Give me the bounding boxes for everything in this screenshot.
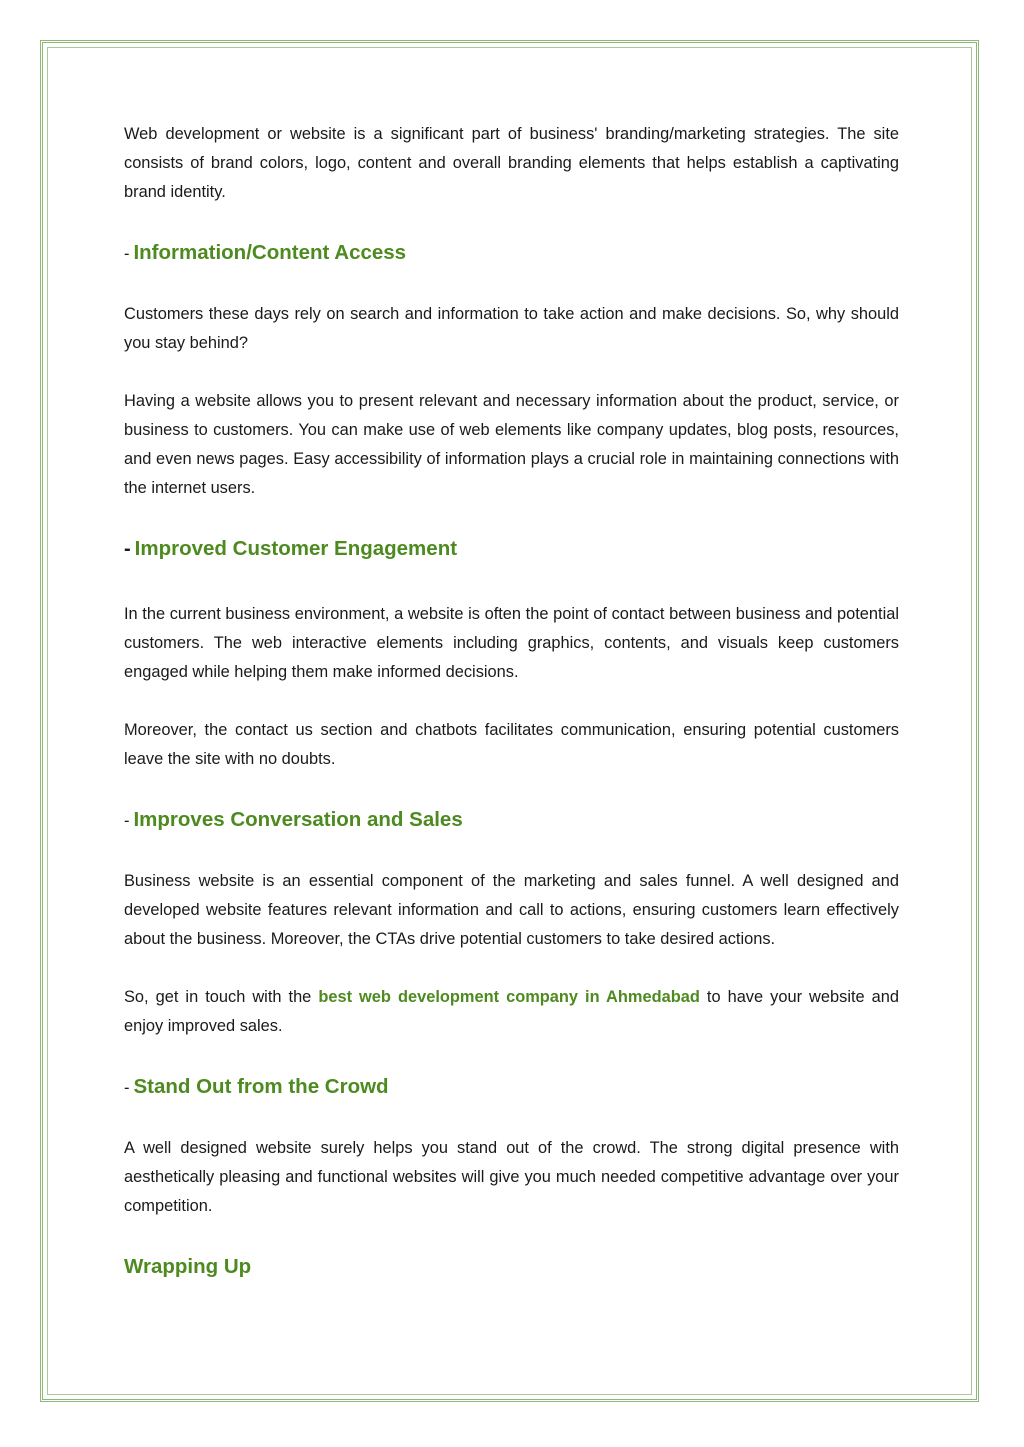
heading-stand-out-from-the-crowd bbox=[124, 1072, 899, 1103]
engagement-paragraph-2: Moreover, the contact us section and chatbots facilitates communication, ensuring potential customers leave the site with no doubts. bbox=[124, 721, 899, 768]
information-paragraph-1: Customers these days rely on search and information to take action and make decisions. So, why should you stay behind? bbox=[124, 305, 899, 352]
heading-wrapping-up: Wrapping Up bbox=[124, 1255, 252, 1278]
conversation-paragraph-1: Business website is an essential component of the marketing and sales funnel. A well designed and developed website features relevant information and call to actions, ensuring customers learn effectively about the business. Moreover, the CTAs drive potential customers to take desired actions. bbox=[124, 872, 899, 948]
conversation-paragraph-2 bbox=[124, 983, 899, 1041]
engagement-paragraph-1: In the current business environment, a website is often the point of contact between business and potential customers. The web interactive elements including graphics, contents, and visuals keep customers engaged while helping them make informed decisions. bbox=[124, 605, 899, 681]
heading-text: Information/Content Access bbox=[133, 241, 407, 264]
information-paragraph-2: Having a website allows you to present relevant and necessary information about the product, service, or business to customers. You can make use of web elements like company updates, blog posts, resources, and even news pages. Easy accessibility of information plays a crucial role in maintaining connections with the internet users. bbox=[124, 392, 899, 497]
intro-paragraph: Web development or website is a significant part of business' branding/marketing strategies. The site consists of brand colors, logo, content and overall branding elements that helps establish a captivating brand identity. bbox=[124, 125, 899, 201]
web-development-company-link[interactable]: best web development company in Ahmedabad bbox=[318, 988, 700, 1006]
heading-dash: - bbox=[124, 812, 130, 830]
heading-information-content-access bbox=[124, 238, 899, 269]
paragraph-text: So, get in touch with the bbox=[124, 988, 319, 1006]
document-content bbox=[124, 120, 899, 1281]
heading-text: Improved Customer Engagement bbox=[134, 537, 458, 560]
standout-paragraph-1: A well designed website surely helps you stand out of the crowd. The strong digital presence with aesthetically pleasing and functional websites will give you much needed competitive advantage over your competition. bbox=[124, 1139, 899, 1215]
heading-text: Stand Out from the Crowd bbox=[133, 1075, 389, 1098]
heading-improves-conversation-and-sales bbox=[124, 805, 899, 836]
paragraph-text: to have your website and enjoy improved sales. bbox=[124, 988, 900, 1035]
heading-text: Improves Conversation and Sales bbox=[133, 808, 463, 831]
heading-dash: - bbox=[124, 245, 130, 263]
heading-improved-customer-engagement bbox=[124, 534, 899, 564]
heading-dash: - bbox=[124, 538, 131, 560]
heading-dash: - bbox=[124, 1079, 130, 1097]
